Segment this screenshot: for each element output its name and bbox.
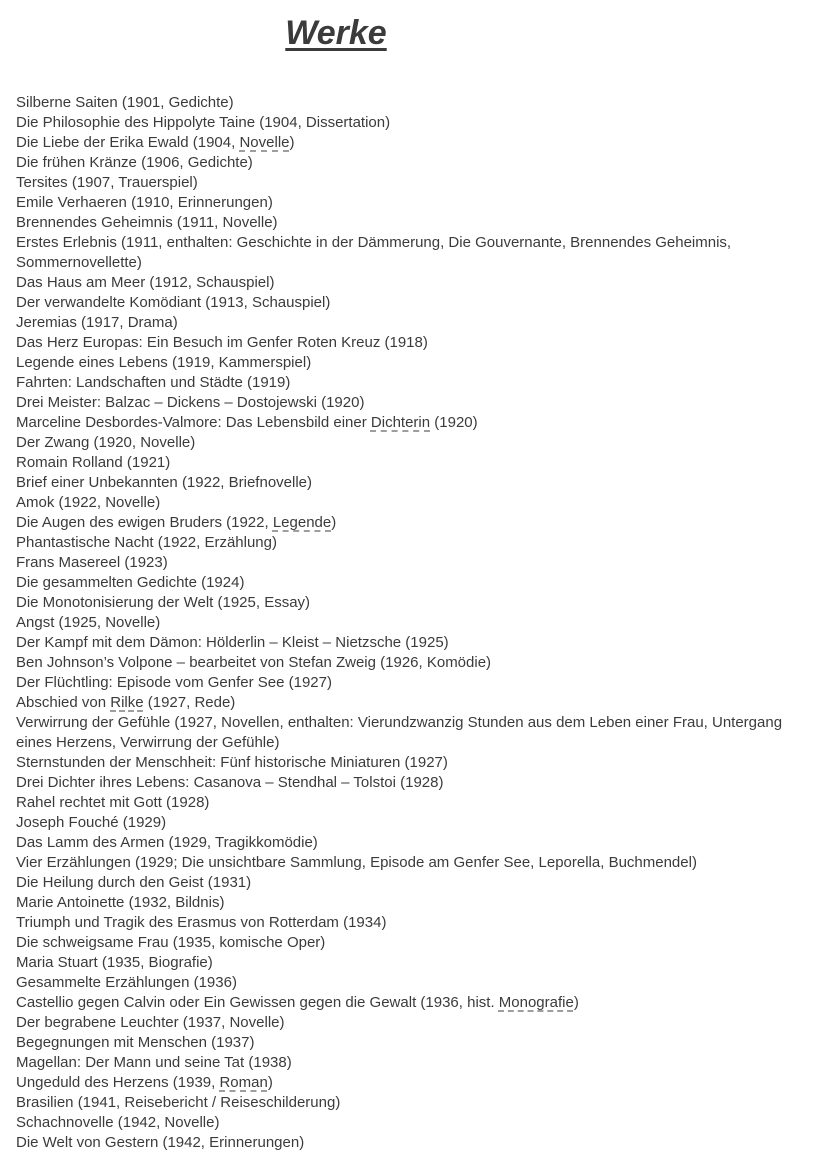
- work-item: Drei Meister: Balzac – Dickens – Dostojewski (1920): [16, 394, 365, 412]
- works-list: [16, 93, 814, 1153]
- work-item: Castellio gegen Calvin oder Ein Gewissen gegen die Gewalt (1936, hist. Monografie): [16, 994, 579, 1012]
- work-item: Jeremias (1917, Drama): [16, 314, 178, 332]
- work-item: Marie Antoinette (1932, Bildnis): [16, 894, 225, 912]
- spellcheck-word: Dichterin: [370, 414, 431, 432]
- work-item: Tersites (1907, Trauerspiel): [16, 174, 198, 192]
- work-item: Romain Rolland (1921): [16, 454, 171, 472]
- page-title: Werke: [285, 14, 387, 52]
- work-item: Joseph Fouché (1929): [16, 814, 167, 832]
- work-item: Angst (1925, Novelle): [16, 614, 161, 632]
- work-item: Das Lamm des Armen (1929, Tragikkomödie): [16, 834, 318, 852]
- work-item: Phantastische Nacht (1922, Erzählung): [16, 534, 277, 552]
- work-item: Die frühen Kränze (1906, Gedichte): [16, 154, 253, 172]
- work-item: Die Augen des ewigen Bruders (1922, Legende): [16, 514, 337, 532]
- work-item: Der verwandelte Komödiant (1913, Schauspiel): [16, 294, 331, 312]
- work-item: Der Flüchtling: Episode vom Genfer See (1927): [16, 674, 332, 692]
- work-item: Ben Johnson’s Volpone – bearbeitet von Stefan Zweig (1926, Komödie): [16, 654, 492, 672]
- work-item: Das Haus am Meer (1912, Schauspiel): [16, 274, 275, 292]
- work-item: Frans Masereel (1923): [16, 554, 168, 572]
- work-item: Rahel rechtet mit Gott (1928): [16, 794, 210, 812]
- work-item: Emile Verhaeren (1910, Erinnerungen): [16, 194, 273, 212]
- spellcheck-word: Rilke: [110, 694, 144, 712]
- work-item: Abschied von Rilke (1927, Rede): [16, 694, 236, 712]
- work-item: Die Monotonisierung der Welt (1925, Essay): [16, 594, 311, 612]
- work-item: Maria Stuart (1935, Biografie): [16, 954, 213, 972]
- work-item: Begegnungen mit Menschen (1937): [16, 1034, 255, 1052]
- spellcheck-word: Roman: [219, 1074, 268, 1092]
- work-item: Gesammelte Erzählungen (1936): [16, 974, 237, 992]
- work-item: Die Philosophie des Hippolyte Taine (1904, Dissertation): [16, 114, 391, 132]
- work-item: Schachnovelle (1942, Novelle): [16, 1114, 220, 1132]
- work-item: Die schweigsame Frau (1935, komische Oper): [16, 934, 326, 952]
- work-item: Drei Dichter ihres Lebens: Casanova – Stendhal – Tolstoi (1928): [16, 774, 444, 792]
- spellcheck-word: Monografie: [498, 994, 574, 1012]
- work-item: Der Kampf mit dem Dämon: Hölderlin – Kleist – Nietzsche (1925): [16, 634, 449, 652]
- work-item: Silberne Saiten (1901, Gedichte): [16, 94, 234, 112]
- work-item: Magellan: Der Mann und seine Tat (1938): [16, 1054, 292, 1072]
- work-item: Die Welt von Gestern (1942, Erinnerungen): [16, 1134, 305, 1152]
- work-item: Amok (1922, Novelle): [16, 494, 161, 512]
- work-item: Das Herz Europas: Ein Besuch im Genfer Roten Kreuz (1918): [16, 334, 428, 352]
- spellcheck-word: Legende: [272, 514, 332, 532]
- work-item: Brief einer Unbekannten (1922, Briefnovelle): [16, 474, 313, 492]
- work-item: Die gesammelten Gedichte (1924): [16, 574, 245, 592]
- title-container: [16, 6, 656, 53]
- work-item: Sternstunden der Menschheit: Fünf historische Miniaturen (1927): [16, 754, 448, 772]
- work-item: Legende eines Lebens (1919, Kammerspiel): [16, 354, 312, 372]
- work-item: Triumph und Tragik des Erasmus von Rotterdam (1934): [16, 914, 387, 932]
- work-item: Der begrabene Leuchter (1937, Novelle): [16, 1014, 285, 1032]
- work-item: Marceline Desbordes-Valmore: Das Lebensbild einer Dichterin (1920): [16, 414, 478, 432]
- work-item: Erstes Erlebnis (1911, enthalten: Geschichte in der Dämmerung, Die Gouvernante, Brennendes Geheimnis, Sommernovellette): [16, 234, 732, 272]
- work-item: Die Heilung durch den Geist (1931): [16, 874, 252, 892]
- work-item: Vier Erzählungen (1929; Die unsichtbare Sammlung, Episode am Genfer See, Leporella, Buchmendel): [16, 854, 697, 872]
- work-item: Fahrten: Landschaften und Städte (1919): [16, 374, 291, 392]
- spellcheck-word: Novelle: [239, 134, 290, 152]
- work-item: Der Zwang (1920, Novelle): [16, 434, 196, 452]
- work-item: Brasilien (1941, Reisebericht / Reiseschilderung): [16, 1094, 341, 1112]
- work-item: Brennendes Geheimnis (1911, Novelle): [16, 214, 278, 232]
- work-item: Verwirrung der Gefühle (1927, Novellen, enthalten: Vierundzwanzig Stunden aus dem Leben einer Frau, Untergang eines Herzens, Verwirrung der Gefühle): [16, 714, 783, 752]
- work-item: Ungeduld des Herzens (1939, Roman): [16, 1074, 273, 1092]
- work-item: Die Liebe der Erika Ewald (1904, Novelle): [16, 134, 295, 152]
